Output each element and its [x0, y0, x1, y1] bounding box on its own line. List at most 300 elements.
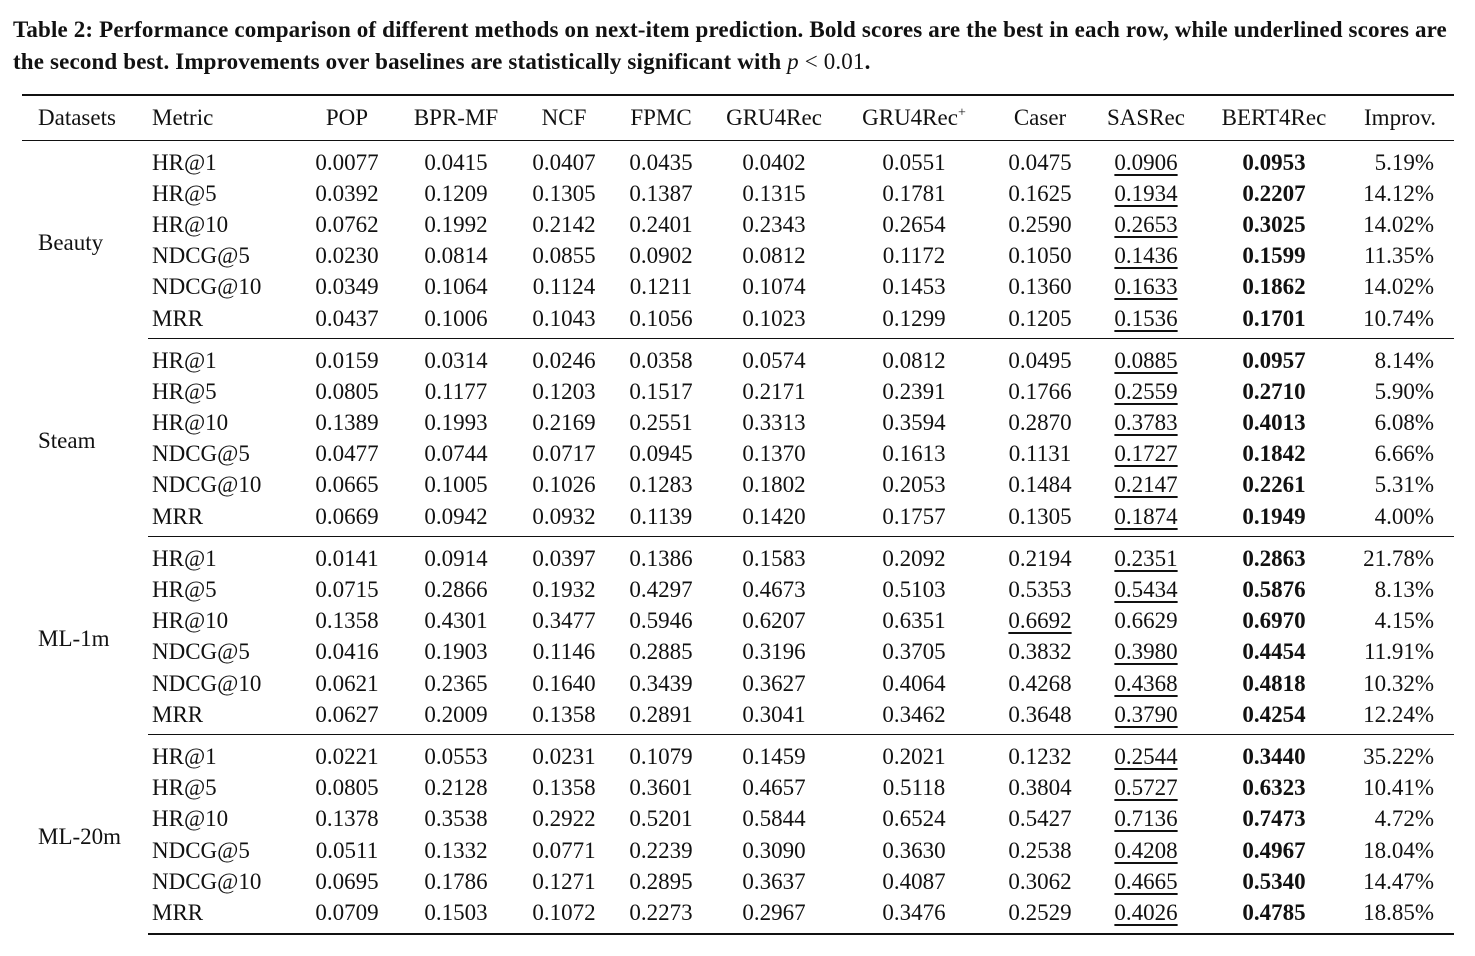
- score-cell: 0.0744: [424, 441, 488, 467]
- score-cell: 0.1420: [710, 501, 838, 537]
- score-cell: 0.1932: [532, 577, 596, 603]
- score-cell: 0.0709: [298, 897, 396, 933]
- score-cell: 0.3832: [1008, 639, 1072, 665]
- metric-name: NDCG@10: [152, 274, 262, 300]
- score-cell: 0.0665: [315, 472, 379, 498]
- score-cell: 0.1358: [532, 775, 596, 801]
- table-row: [22, 699, 1454, 735]
- score-cell: 0.0812: [882, 347, 946, 373]
- score-cell: 0.0942: [396, 501, 516, 537]
- score-cell: 0.1484: [1008, 472, 1072, 498]
- improvement-cell: 10.32%: [1363, 670, 1434, 696]
- score-cell: 0.0358: [629, 347, 693, 373]
- score-cell: 0.0914: [424, 545, 488, 571]
- header-row: [22, 95, 1454, 141]
- table-row: [22, 209, 1454, 240]
- score-cell: 0.4657: [742, 775, 806, 801]
- improvement-cell: 14.12%: [1363, 180, 1434, 206]
- improvement-cell: 8.13%: [1374, 577, 1434, 603]
- score-cell: 0.5340: [1242, 868, 1306, 894]
- improvement-cell: 21.78%: [1363, 545, 1434, 571]
- improvement-cell: 4.00%: [1346, 501, 1454, 537]
- score-cell: 0.0246: [532, 347, 596, 373]
- caption-end: .: [864, 49, 871, 74]
- header-gru4rec-plus: [838, 95, 990, 141]
- score-cell: 0.0906: [1114, 149, 1178, 175]
- score-cell: 0.2401: [629, 211, 693, 237]
- score-cell: 0.3313: [742, 410, 806, 436]
- metric-name: MRR: [148, 501, 298, 537]
- score-cell: 0.1802: [742, 472, 806, 498]
- score-cell: 0.0407: [532, 149, 596, 175]
- score-cell: 0.1862: [1242, 274, 1306, 300]
- score-cell: 0.2544: [1114, 743, 1178, 769]
- dataset-group: [22, 141, 1454, 339]
- score-cell: 0.1131: [1008, 441, 1072, 467]
- score-cell: 0.2654: [882, 211, 946, 237]
- caption-p-variable: p: [787, 49, 799, 74]
- metric-name: NDCG@10: [152, 472, 262, 498]
- header-gru4rec-plus-label: GRU4Rec: [862, 105, 958, 130]
- dataset-name: Beauty: [38, 229, 104, 255]
- metric-name: NDCG@5: [152, 837, 250, 863]
- score-cell: 0.3476: [838, 897, 990, 933]
- header-gru4rec-plus-sup: +: [957, 105, 966, 121]
- results-table: [22, 94, 1454, 935]
- score-cell: 0.3648: [990, 699, 1090, 735]
- improvement-cell: 8.14%: [1374, 347, 1434, 373]
- score-cell: 0.1079: [629, 743, 693, 769]
- table-row: [22, 804, 1454, 835]
- score-cell: 0.3804: [1008, 775, 1072, 801]
- score-cell: 0.1026: [532, 472, 596, 498]
- score-cell: 0.6524: [882, 806, 946, 832]
- score-cell: 0.0717: [532, 441, 596, 467]
- score-cell: 0.2092: [882, 545, 946, 571]
- score-cell: 0.1993: [424, 410, 488, 436]
- score-cell: 0.1992: [424, 211, 488, 237]
- score-cell: 0.3041: [710, 699, 838, 735]
- improvement-cell: 18.85%: [1346, 897, 1454, 933]
- score-cell: 0.2967: [710, 897, 838, 933]
- score-cell: 0.2273: [612, 897, 710, 933]
- score-cell: 0.4087: [882, 868, 946, 894]
- metric-name: NDCG@5: [152, 639, 250, 665]
- dataset-name: ML-20m: [38, 824, 122, 850]
- score-cell: 0.7473: [1242, 806, 1306, 832]
- score-cell: 0.1536: [1090, 303, 1202, 339]
- score-cell: 0.2922: [532, 806, 596, 832]
- score-cell: 0.0397: [532, 545, 596, 571]
- score-cell: 0.0231: [532, 743, 596, 769]
- score-cell: 0.5434: [1114, 577, 1178, 603]
- score-cell: 0.2653: [1114, 211, 1178, 237]
- score-cell: 0.1378: [315, 806, 379, 832]
- improvement-cell: 14.02%: [1363, 211, 1434, 237]
- score-cell: 0.1613: [882, 441, 946, 467]
- table-row: [22, 241, 1454, 272]
- score-cell: 0.0805: [315, 775, 379, 801]
- score-cell: 0.4368: [1114, 670, 1178, 696]
- score-cell: 0.0416: [315, 639, 379, 665]
- score-cell: 0.2239: [629, 837, 693, 863]
- score-cell: 0.4254: [1202, 699, 1346, 735]
- score-cell: 0.1389: [315, 410, 379, 436]
- score-cell: 0.3630: [882, 837, 946, 863]
- improvement-cell: 14.02%: [1363, 274, 1434, 300]
- score-cell: 0.0715: [315, 577, 379, 603]
- metric-name: MRR: [148, 303, 298, 339]
- improvement-cell: 10.41%: [1363, 775, 1434, 801]
- score-cell: 0.1050: [1008, 243, 1072, 269]
- score-cell: 0.1271: [532, 868, 596, 894]
- score-cell: 0.5353: [1008, 577, 1072, 603]
- header-improv: Improv.: [1346, 95, 1454, 141]
- score-cell: 0.2870: [1008, 410, 1072, 436]
- score-cell: 0.1209: [424, 180, 488, 206]
- score-cell: 0.1358: [516, 699, 612, 735]
- score-cell: 0.1203: [532, 378, 596, 404]
- score-cell: 0.1177: [424, 378, 488, 404]
- score-cell: 0.3196: [742, 639, 806, 665]
- improvement-cell: 11.91%: [1363, 639, 1434, 665]
- score-cell: 0.1315: [742, 180, 806, 206]
- score-cell: 0.1766: [1008, 378, 1072, 404]
- metric-name: HR@10: [152, 608, 229, 634]
- score-cell: 0.0669: [298, 501, 396, 537]
- table-row: [22, 376, 1454, 407]
- score-cell: 0.1757: [838, 501, 990, 537]
- score-cell: 0.1727: [1114, 441, 1178, 467]
- score-cell: 0.5103: [882, 577, 946, 603]
- score-cell: 0.1232: [1008, 743, 1072, 769]
- score-cell: 0.0415: [424, 149, 488, 175]
- score-cell: 0.0957: [1242, 347, 1306, 373]
- score-cell: 0.1625: [1008, 180, 1072, 206]
- score-cell: 0.2391: [882, 378, 946, 404]
- header-pop: POP: [298, 95, 396, 141]
- score-cell: 0.4967: [1242, 837, 1306, 863]
- score-cell: 0.4268: [1008, 670, 1072, 696]
- score-cell: 0.1124: [532, 274, 596, 300]
- score-cell: 0.2891: [612, 699, 710, 735]
- score-cell: 0.3538: [424, 806, 488, 832]
- score-cell: 0.2171: [742, 378, 806, 404]
- metric-name: NDCG@10: [152, 670, 262, 696]
- metric-name: HR@5: [152, 775, 217, 801]
- score-cell: 0.2590: [1008, 211, 1072, 237]
- score-cell: 0.0932: [516, 501, 612, 537]
- improvement-cell: 18.04%: [1363, 837, 1434, 863]
- score-cell: 0.1387: [629, 180, 693, 206]
- table-row: [22, 606, 1454, 637]
- score-cell: 0.2207: [1242, 180, 1306, 206]
- header-bpr-mf: BPR-MF: [396, 95, 516, 141]
- metric-name: HR@1: [152, 743, 217, 769]
- metric-name: MRR: [148, 897, 298, 933]
- header-bert4rec: BERT4Rec: [1202, 95, 1346, 141]
- score-cell: 0.0477: [315, 441, 379, 467]
- score-cell: 0.0221: [315, 743, 379, 769]
- improvement-cell: 5.31%: [1374, 472, 1434, 498]
- score-cell: 0.2351: [1114, 545, 1178, 571]
- header-caser: Caser: [990, 95, 1090, 141]
- score-cell: 0.2021: [882, 743, 946, 769]
- score-cell: 0.1006: [396, 303, 516, 339]
- score-cell: 0.3783: [1114, 410, 1178, 436]
- improvement-cell: 4.72%: [1374, 806, 1434, 832]
- table-row: [22, 637, 1454, 668]
- metric-name: NDCG@10: [152, 868, 262, 894]
- metric-name: HR@1: [152, 347, 217, 373]
- score-cell: 0.0814: [424, 243, 488, 269]
- caption-threshold: < 0.01: [798, 49, 865, 74]
- score-cell: 0.1072: [516, 897, 612, 933]
- score-cell: 0.0077: [315, 149, 379, 175]
- score-cell: 0.0435: [629, 149, 693, 175]
- score-cell: 0.3440: [1242, 743, 1306, 769]
- score-cell: 0.0437: [298, 303, 396, 339]
- score-cell: 0.4301: [424, 608, 488, 634]
- score-cell: 0.2895: [629, 868, 693, 894]
- score-cell: 0.1459: [742, 743, 806, 769]
- improvement-cell: 4.15%: [1374, 608, 1434, 634]
- table-row: [22, 439, 1454, 470]
- score-cell: 0.2194: [1008, 545, 1072, 571]
- score-cell: 0.0141: [315, 545, 379, 571]
- score-cell: 0.2343: [742, 211, 806, 237]
- score-cell: 0.1503: [396, 897, 516, 933]
- metric-name: NDCG@5: [152, 243, 250, 269]
- score-cell: 0.1172: [882, 243, 946, 269]
- table-row: [22, 178, 1454, 209]
- score-cell: 0.1146: [532, 639, 596, 665]
- score-cell: 0.1360: [1008, 274, 1072, 300]
- table-caption: [13, 14, 1469, 78]
- score-cell: 0.1583: [742, 545, 806, 571]
- score-cell: 0.2529: [990, 897, 1090, 933]
- score-cell: 0.2128: [424, 775, 488, 801]
- table-row: [22, 339, 1454, 377]
- score-cell: 0.4297: [629, 577, 693, 603]
- header-fpmc: FPMC: [612, 95, 710, 141]
- score-cell: 0.0945: [629, 441, 693, 467]
- score-cell: 0.5727: [1114, 775, 1178, 801]
- score-cell: 0.0812: [742, 243, 806, 269]
- improvement-cell: 5.90%: [1374, 378, 1434, 404]
- score-cell: 0.1023: [710, 303, 838, 339]
- score-cell: 0.0855: [532, 243, 596, 269]
- dataset-group: [22, 537, 1454, 735]
- table-row: [22, 735, 1454, 773]
- score-cell: 0.2261: [1242, 472, 1306, 498]
- score-cell: 0.0574: [742, 347, 806, 373]
- improvement-cell: 6.08%: [1374, 410, 1434, 436]
- score-cell: 0.1305: [990, 501, 1090, 537]
- improvement-cell: 11.35%: [1363, 243, 1434, 269]
- score-cell: 0.3090: [742, 837, 806, 863]
- score-cell: 0.0553: [424, 743, 488, 769]
- metric-name: HR@1: [152, 545, 217, 571]
- score-cell: 0.1056: [612, 303, 710, 339]
- score-cell: 0.1874: [1090, 501, 1202, 537]
- score-cell: 0.2559: [1114, 378, 1178, 404]
- table-row: [22, 668, 1454, 699]
- score-cell: 0.0805: [315, 378, 379, 404]
- score-cell: 0.1332: [424, 837, 488, 863]
- score-cell: 0.1074: [742, 274, 806, 300]
- score-cell: 0.4013: [1242, 410, 1306, 436]
- improvement-cell: 10.74%: [1346, 303, 1454, 339]
- header-metric: Metric: [148, 95, 298, 141]
- metric-name: MRR: [148, 699, 298, 735]
- score-cell: 0.3439: [629, 670, 693, 696]
- score-cell: 0.0695: [315, 868, 379, 894]
- score-cell: 0.0627: [298, 699, 396, 735]
- score-cell: 0.1283: [629, 472, 693, 498]
- score-cell: 0.5946: [629, 608, 693, 634]
- metric-name: HR@5: [152, 378, 217, 404]
- score-cell: 0.4208: [1114, 837, 1178, 863]
- score-cell: 0.1701: [1202, 303, 1346, 339]
- improvement-cell: 12.24%: [1346, 699, 1454, 735]
- metric-name: HR@10: [152, 806, 229, 832]
- improvement-cell: 14.47%: [1363, 868, 1434, 894]
- table-row: [22, 537, 1454, 575]
- header-datasets: Datasets: [22, 95, 148, 141]
- score-cell: 0.2551: [629, 410, 693, 436]
- metric-name: NDCG@5: [152, 441, 250, 467]
- dataset-name: Steam: [38, 427, 96, 453]
- score-cell: 0.2538: [1008, 837, 1072, 863]
- score-cell: 0.0230: [315, 243, 379, 269]
- improvement-cell: 5.19%: [1374, 149, 1434, 175]
- table-row: [22, 408, 1454, 439]
- score-cell: 0.0349: [315, 274, 379, 300]
- score-cell: 0.6629: [1114, 608, 1178, 634]
- score-cell: 0.6207: [742, 608, 806, 634]
- score-cell: 0.1453: [882, 274, 946, 300]
- table-row: [22, 501, 1454, 537]
- score-cell: 0.2009: [396, 699, 516, 735]
- score-cell: 0.0885: [1114, 347, 1178, 373]
- score-cell: 0.3980: [1114, 639, 1178, 665]
- score-cell: 0.3637: [742, 868, 806, 894]
- score-cell: 0.1934: [1114, 180, 1178, 206]
- score-cell: 0.5201: [629, 806, 693, 832]
- table-row: [22, 272, 1454, 303]
- score-cell: 0.2866: [424, 577, 488, 603]
- score-cell: 0.4785: [1202, 897, 1346, 933]
- table-row: [22, 470, 1454, 501]
- score-cell: 0.1299: [838, 303, 990, 339]
- score-cell: 0.4454: [1242, 639, 1306, 665]
- score-cell: 0.0621: [315, 670, 379, 696]
- score-cell: 0.7136: [1114, 806, 1178, 832]
- score-cell: 0.0495: [1008, 347, 1072, 373]
- score-cell: 0.0762: [315, 211, 379, 237]
- score-cell: 0.0475: [1008, 149, 1072, 175]
- score-cell: 0.6692: [1008, 608, 1072, 634]
- metric-name: HR@10: [152, 211, 229, 237]
- metric-name: HR@5: [152, 577, 217, 603]
- score-cell: 0.1517: [629, 378, 693, 404]
- score-cell: 0.2863: [1242, 545, 1306, 571]
- score-cell: 0.5118: [882, 775, 946, 801]
- score-cell: 0.3462: [838, 699, 990, 735]
- score-cell: 0.2147: [1114, 472, 1178, 498]
- score-cell: 0.3790: [1090, 699, 1202, 735]
- score-cell: 0.1043: [516, 303, 612, 339]
- score-cell: 0.5427: [1008, 806, 1072, 832]
- score-cell: 0.3601: [629, 775, 693, 801]
- score-cell: 0.3705: [882, 639, 946, 665]
- score-cell: 0.1436: [1114, 243, 1178, 269]
- metric-name: HR@10: [152, 410, 229, 436]
- score-cell: 0.3627: [742, 670, 806, 696]
- score-cell: 0.2169: [532, 410, 596, 436]
- score-cell: 0.0402: [742, 149, 806, 175]
- score-cell: 0.0953: [1242, 149, 1306, 175]
- score-cell: 0.0314: [424, 347, 488, 373]
- header-ncf: NCF: [516, 95, 612, 141]
- score-cell: 0.1842: [1242, 441, 1306, 467]
- score-cell: 0.2710: [1242, 378, 1306, 404]
- improvement-cell: 35.22%: [1363, 743, 1434, 769]
- score-cell: 0.0392: [315, 180, 379, 206]
- score-cell: 0.1305: [532, 180, 596, 206]
- score-cell: 0.4064: [882, 670, 946, 696]
- score-cell: 0.2885: [629, 639, 693, 665]
- dataset-name: ML-1m: [38, 625, 110, 651]
- score-cell: 0.4026: [1090, 897, 1202, 933]
- score-cell: 0.1211: [629, 274, 693, 300]
- table-row: [22, 574, 1454, 605]
- score-cell: 0.1386: [629, 545, 693, 571]
- dataset-group: [22, 339, 1454, 537]
- caption-text: Table 2: Performance comparison of different methods on next-item prediction. Bold scores are the best in each row, while underlined scores are the second best. Improvements over baselines are statistically significant with: [13, 17, 1447, 74]
- dataset-group: [22, 735, 1454, 934]
- metric-name: HR@5: [152, 180, 217, 206]
- score-cell: 0.6323: [1242, 775, 1306, 801]
- score-cell: 0.5844: [742, 806, 806, 832]
- score-cell: 0.6970: [1242, 608, 1306, 634]
- score-cell: 0.1358: [315, 608, 379, 634]
- score-cell: 0.1205: [990, 303, 1090, 339]
- score-cell: 0.0771: [532, 837, 596, 863]
- header-sasrec: SASRec: [1090, 95, 1202, 141]
- score-cell: 0.0511: [315, 837, 379, 863]
- score-cell: 0.0902: [629, 243, 693, 269]
- table-row: [22, 866, 1454, 897]
- score-cell: 0.2053: [882, 472, 946, 498]
- table-row: [22, 773, 1454, 804]
- score-cell: 0.3062: [1008, 868, 1072, 894]
- score-cell: 0.0159: [315, 347, 379, 373]
- score-cell: 0.1370: [742, 441, 806, 467]
- header-gru4rec: GRU4Rec: [710, 95, 838, 141]
- score-cell: 0.3594: [882, 410, 946, 436]
- score-cell: 0.4665: [1114, 868, 1178, 894]
- score-cell: 0.3477: [532, 608, 596, 634]
- score-cell: 0.1064: [424, 274, 488, 300]
- score-cell: 0.1949: [1202, 501, 1346, 537]
- score-cell: 0.6351: [882, 608, 946, 634]
- score-cell: 0.1005: [424, 472, 488, 498]
- score-cell: 0.1599: [1242, 243, 1306, 269]
- table-row: [22, 835, 1454, 866]
- score-cell: 0.1139: [612, 501, 710, 537]
